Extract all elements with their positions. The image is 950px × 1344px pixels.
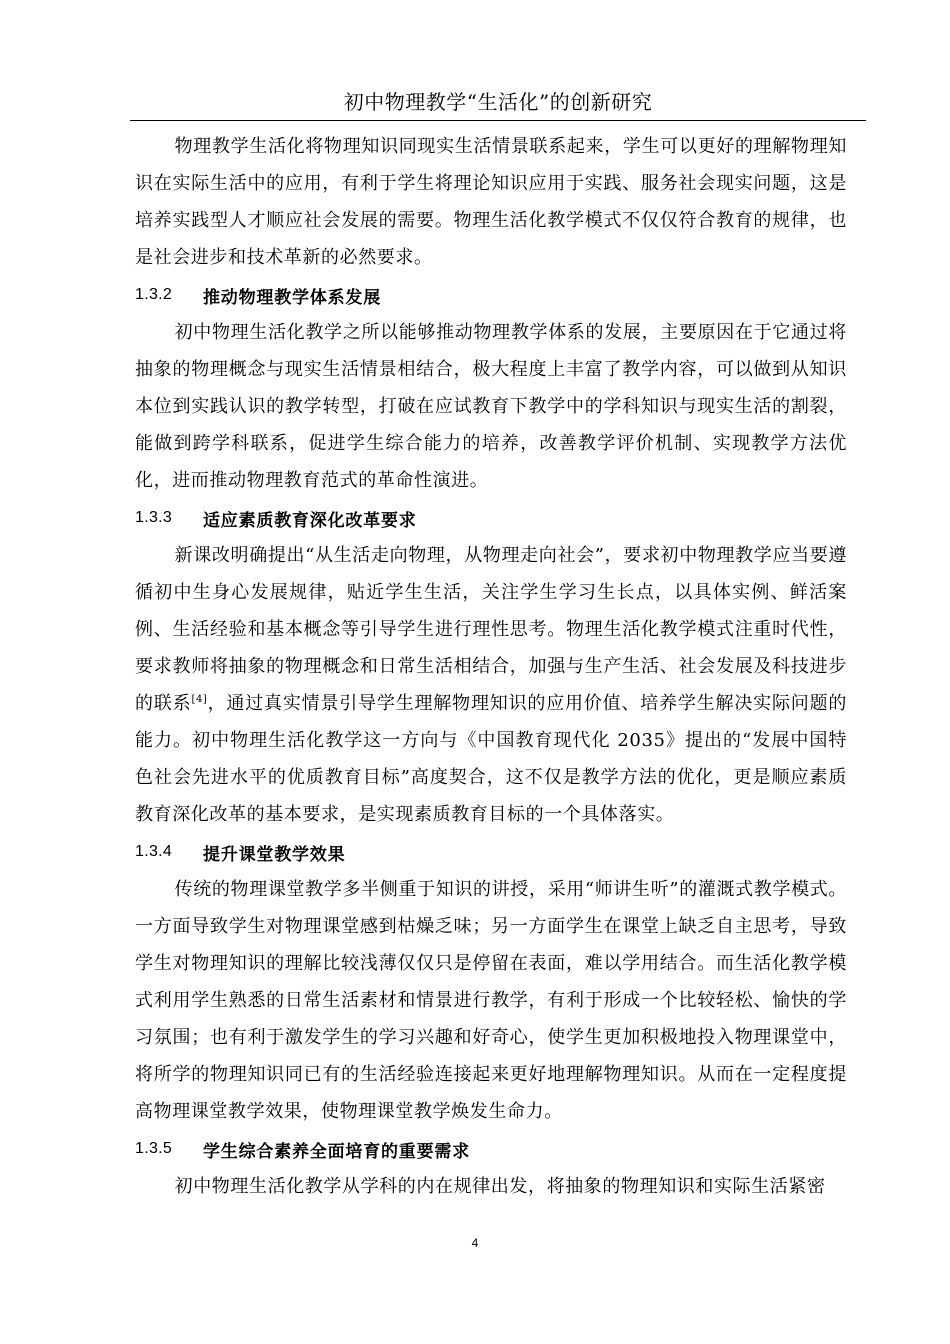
section-number: 1.3.4: [135, 843, 173, 860]
page-body: [135, 128, 847, 1205]
section-heading-1-3-4: [135, 833, 847, 871]
section-paragraph-1-3-3: [135, 537, 847, 833]
section-title: 推动物理教学体系发展: [203, 287, 381, 308]
citation-reference[interactable]: [4]: [191, 694, 208, 705]
section-heading-1-3-3: [135, 499, 847, 537]
section-title: 提升课堂教学效果: [203, 844, 346, 865]
header-rule: [130, 120, 866, 121]
section-paragraph-1-3-5: 初中物理生活化教学从学科的内在规律出发，将抽象的物理知识和实际生活紧密: [174, 1176, 826, 1197]
section-paragraph-1-3-2: 初中物理生活化教学之所以能够推动物理教学体系的发展，主要原因在于它通过将抽象的物理概念与现实生活情景相结合，极大程度上丰富了教学内容，可以做到从知识本位到实践认识的教学转型，打破在应试教育下教学中的学科知识与现实生活的割裂，能做到跨学科联系，促进学生综合能力的培养，改善教学评价机制、实现教学方法优化，进而推动物理教育范式的革命性演进。: [135, 322, 847, 491]
section-number: 1.3.5: [135, 1140, 173, 1157]
section-title: 学生综合素养全面培育的重要需求: [203, 1141, 470, 1162]
section-paragraph-1-3-4: 传统的物理课堂教学多半侧重于知识的讲授，采用“师讲生听”的灌溉式教学模式。一方面导致学生对物理课堂感到枯燥乏味；另一方面学生在课堂上缺乏自主思考，导致学生对物理知识的理解比较浅薄仅仅只是停留在表面，难以学用结合。而生活化教学模式利用学生熟悉的日常生活素材和情景进行教学，有利于形成一个比较轻松、愉快的学习氛围；也有利于激发学生的学习兴趣和好奇心，使学生更加积极地投入物理课堂中，将所学的物理知识同已有的生活经验连接起来更好地理解物理知识。从而在一定程度提高物理课堂教学效果，使物理课堂教学焕发生命力。: [135, 879, 847, 1122]
section-number: 1.3.2: [135, 286, 173, 303]
section-heading-1-3-2: [135, 276, 847, 314]
section-heading-1-3-5: [135, 1130, 847, 1168]
intro-paragraph: 物理教学生活化将物理知识同现实生活情景联系起来，学生可以更好的理解物理知识在实际生活中的应用，有利于学生将理论知识应用于实践、服务社会现实问题，这是培养实践型人才顺应社会发展的需要。物理生活化教学模式不仅仅符合教育的规律，也是社会进步和技术革新的必然要求。: [135, 136, 847, 268]
section-title: 适应素质教育深化改革要求: [203, 510, 417, 531]
page-number: 4: [471, 1236, 479, 1250]
running-header: 初中物理教学“生活化”的创新研究: [343, 90, 653, 114]
paragraph-text-part-b: ，通过真实情景引导学生理解物理知识的应用价值、培养学生解决实际问题的能力。初中物理生活化教学这一方向与《中国教育现代化 2035》提出的“发展中国特色社会先进水平的优质教育目标”高度契合，这不仅是教学方法的优化，更是顺应素质教育深化改革的基本要求，是实现素质教育目标的一个具体落实。: [135, 693, 847, 825]
paragraph-text-part-a: 新课改明确提出“从生活走向物理，从物理走向社会”，要求初中物理教学应当要遵循初中生身心发展规律，贴近学生生活，关注学生学习生长点，以具体实例、鲜活案例、生活经验和基本概念等引导学生进行理性思考。物理生活化教学模式注重时代性，要求教师将抽象的物理概念和日常生活相结合，加强与生产生活、社会发展及科技进步的联系: [135, 545, 847, 714]
section-number: 1.3.3: [135, 509, 173, 526]
